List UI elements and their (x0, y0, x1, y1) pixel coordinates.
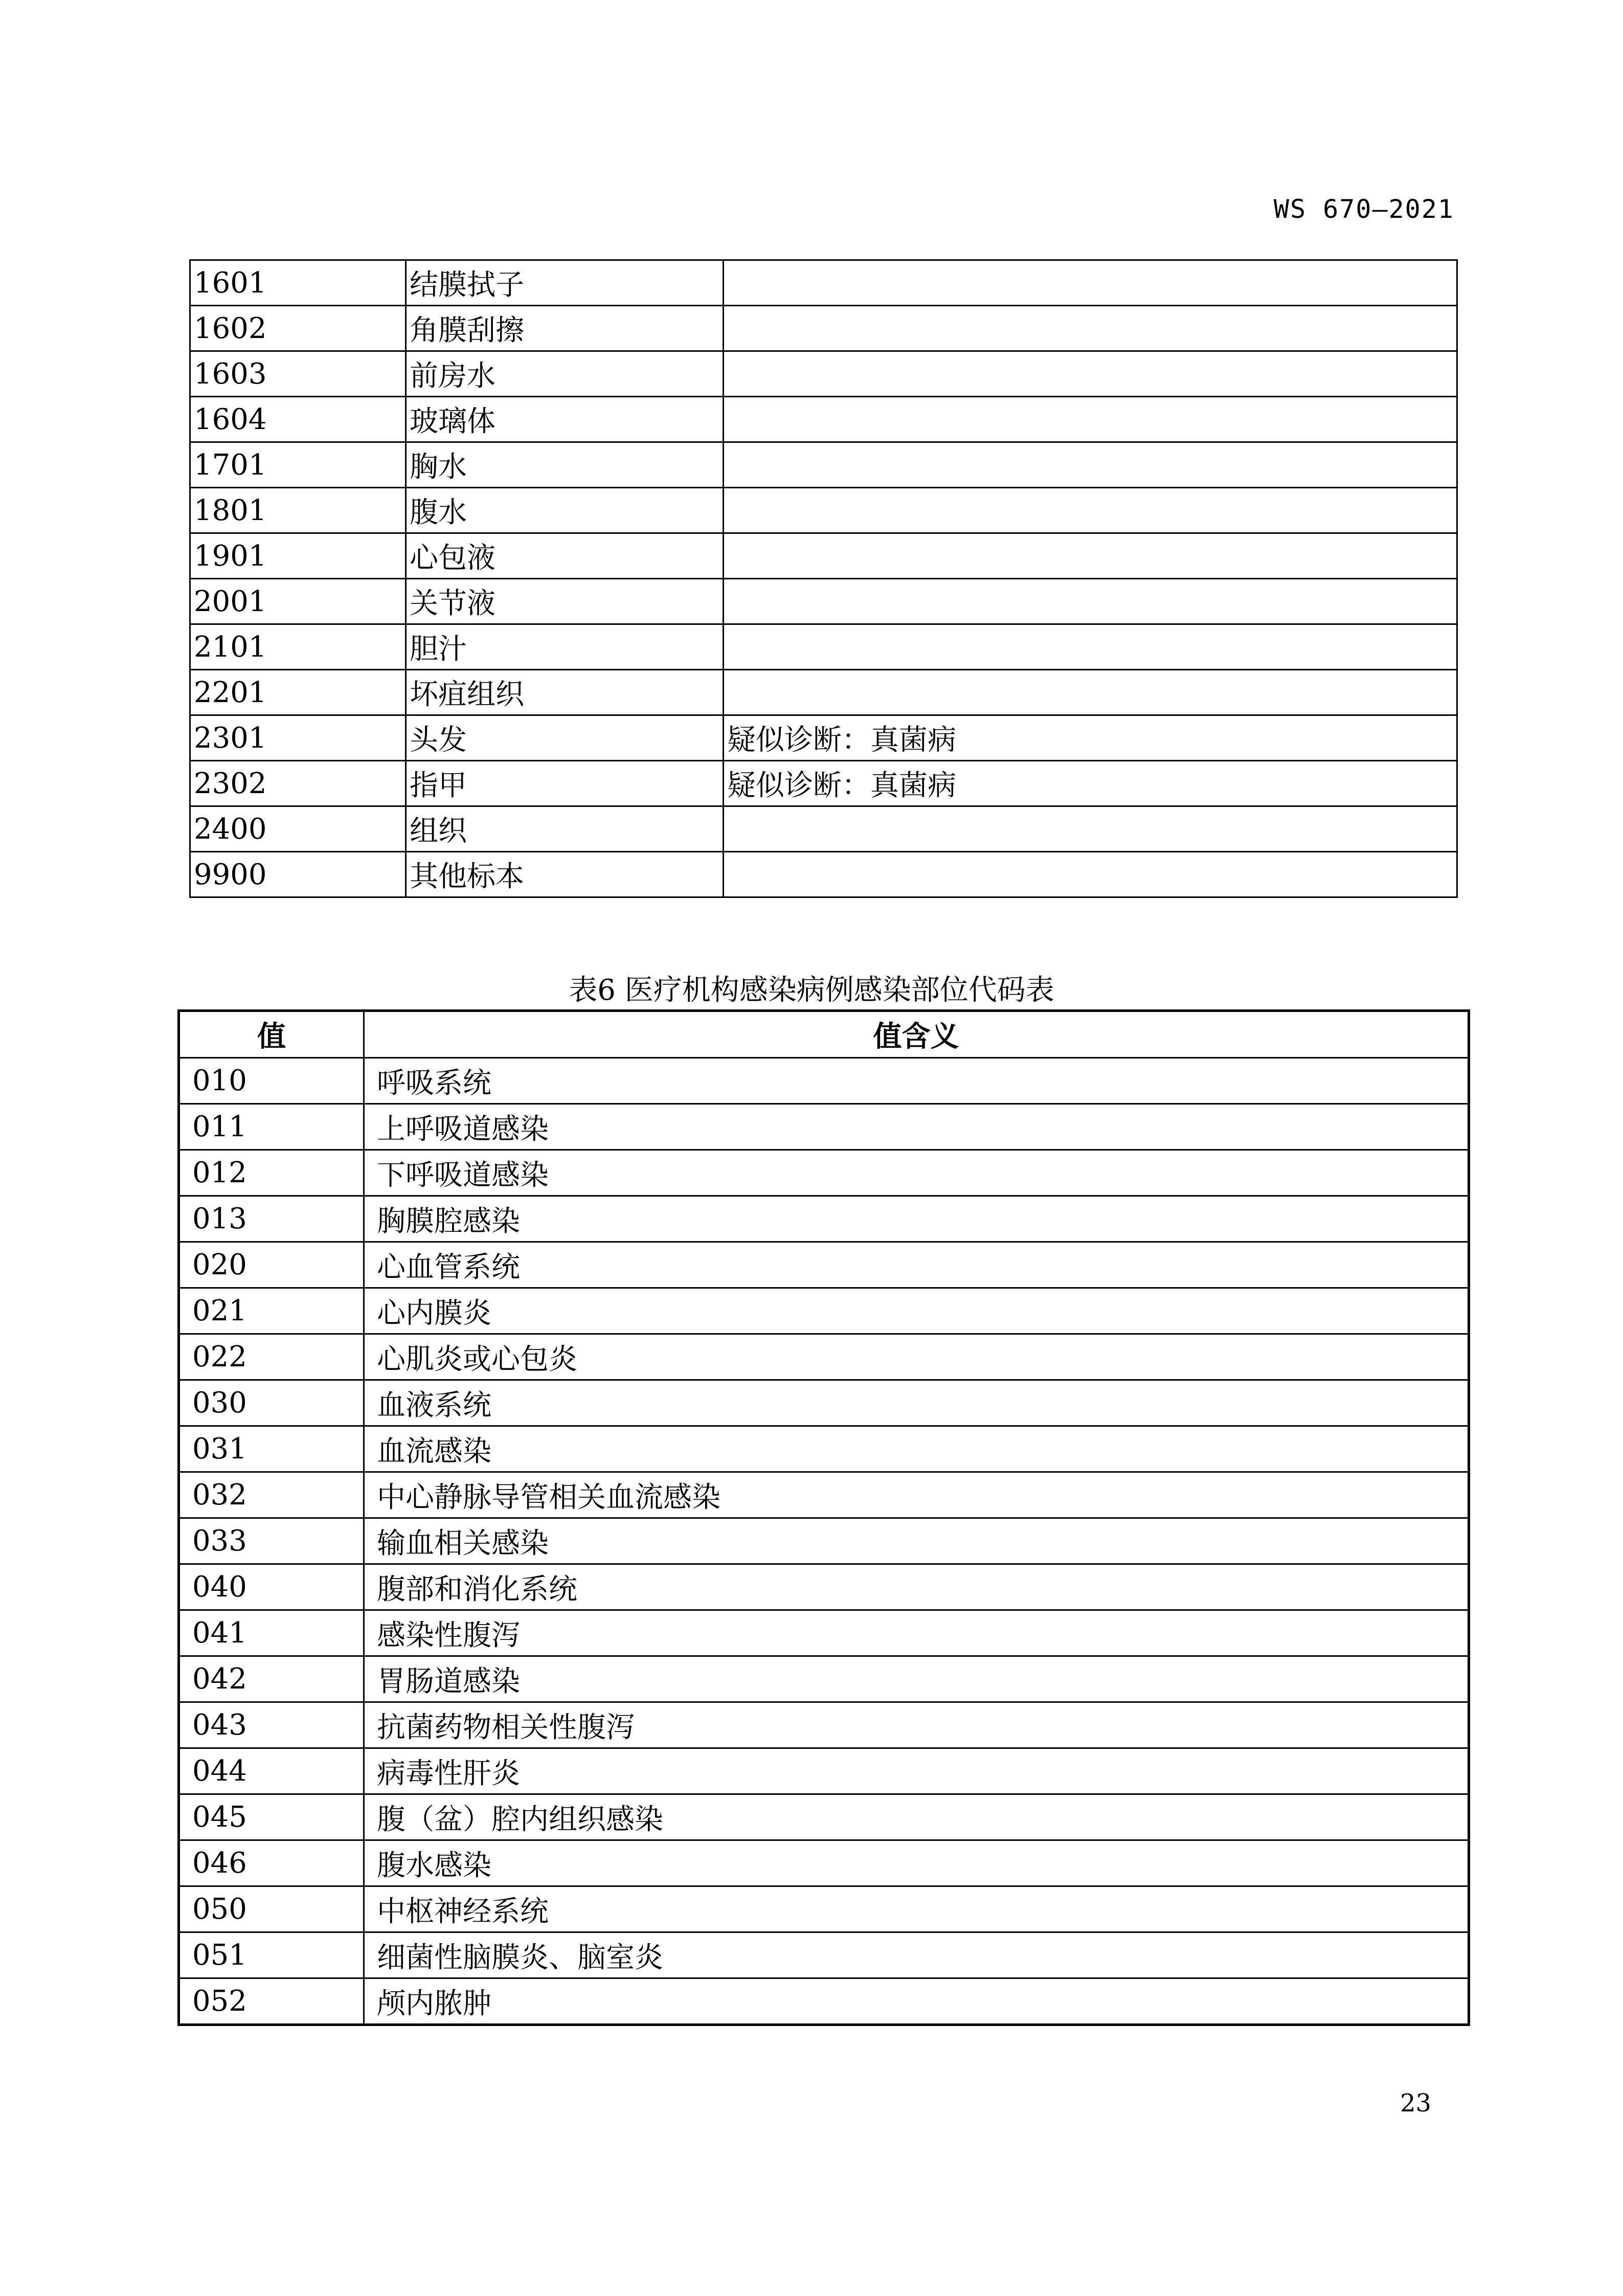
site-code-cell: 043 (179, 1702, 364, 1748)
site-meaning-cell: 中枢神经系统 (364, 1886, 1469, 1932)
specimen-name-cell: 前房水 (406, 351, 724, 397)
site-meaning-cell: 胸膜腔感染 (364, 1196, 1469, 1242)
table-row (190, 715, 1457, 761)
table-row (179, 1564, 1469, 1610)
table-header-row (179, 1011, 1469, 1058)
site-code-cell: 051 (179, 1932, 364, 1978)
table-row (179, 1380, 1469, 1426)
table-row (179, 1104, 1469, 1150)
specimen-code-cell: 2301 (190, 715, 406, 761)
site-meaning-cell: 腹水感染 (364, 1840, 1469, 1886)
specimen-code-cell: 1603 (190, 351, 406, 397)
specimen-code-cell: 2400 (190, 806, 406, 852)
table-row (190, 806, 1457, 852)
site-meaning-cell: 颅内脓肿 (364, 1978, 1469, 2025)
site-meaning-cell: 病毒性肝炎 (364, 1748, 1469, 1794)
table-row (179, 1610, 1469, 1656)
table-row (190, 852, 1457, 897)
site-code-cell: 050 (179, 1886, 364, 1932)
specimen-name-cell: 腹水 (406, 488, 724, 533)
specimen-name-cell: 角膜刮擦 (406, 306, 724, 351)
specimen-code-cell: 2101 (190, 624, 406, 670)
site-code-cell: 040 (179, 1564, 364, 1610)
table-row (190, 306, 1457, 351)
specimen-name-cell: 结膜拭子 (406, 260, 724, 306)
table-row (179, 1794, 1469, 1840)
specimen-code-cell: 2001 (190, 579, 406, 624)
specimen-code-cell: 1602 (190, 306, 406, 351)
table-row (179, 1932, 1469, 1978)
remark-cell: 疑似诊断：真菌病 (724, 761, 1457, 806)
specimen-name-cell: 胸水 (406, 442, 724, 488)
table-row (190, 260, 1457, 306)
site-code-cell: 020 (179, 1242, 364, 1288)
site-meaning-cell: 血液系统 (364, 1380, 1469, 1426)
table-row (190, 624, 1457, 670)
table-row (179, 1702, 1469, 1748)
table-row (179, 1288, 1469, 1334)
table-row (179, 1656, 1469, 1702)
site-meaning-cell: 呼吸系统 (364, 1058, 1469, 1104)
site-meaning-cell: 抗菌药物相关性腹泻 (364, 1702, 1469, 1748)
table-row (179, 1472, 1469, 1518)
remark-cell (724, 397, 1457, 442)
site-code-cell: 030 (179, 1380, 364, 1426)
site-meaning-cell: 心内膜炎 (364, 1288, 1469, 1334)
specimen-code-cell: 2302 (190, 761, 406, 806)
table-row (179, 1334, 1469, 1380)
table-row (179, 1150, 1469, 1196)
site-code-cell: 041 (179, 1610, 364, 1656)
site-code-cell: 013 (179, 1196, 364, 1242)
specimen-code-cell: 9900 (190, 852, 406, 897)
specimen-name-cell: 关节液 (406, 579, 724, 624)
site-meaning-cell: 下呼吸道感染 (364, 1150, 1469, 1196)
remark-cell (724, 670, 1457, 715)
infection-site-code-table (177, 1009, 1470, 2026)
site-code-cell: 042 (179, 1656, 364, 1702)
site-meaning-cell: 胃肠道感染 (364, 1656, 1469, 1702)
site-meaning-cell: 输血相关感染 (364, 1518, 1469, 1564)
specimen-code-table-continued (189, 259, 1458, 898)
table-row (179, 1748, 1469, 1794)
specimen-code-table-body (190, 260, 1457, 897)
table-row (179, 1242, 1469, 1288)
site-code-cell: 031 (179, 1426, 364, 1472)
site-code-cell: 012 (179, 1150, 364, 1196)
table-row (179, 1886, 1469, 1932)
column-header-meaning: 值含义 (364, 1011, 1469, 1058)
specimen-name-cell: 其他标本 (406, 852, 724, 897)
specimen-code-cell: 1801 (190, 488, 406, 533)
site-code-cell: 044 (179, 1748, 364, 1794)
site-meaning-cell: 上呼吸道感染 (364, 1104, 1469, 1150)
table-row (179, 1518, 1469, 1564)
specimen-name-cell: 组织 (406, 806, 724, 852)
site-meaning-cell: 腹（盆）腔内组织感染 (364, 1794, 1469, 1840)
table-row (179, 1840, 1469, 1886)
remark-cell (724, 260, 1457, 306)
specimen-code-cell: 1901 (190, 533, 406, 579)
remark-cell (724, 488, 1457, 533)
site-code-cell: 021 (179, 1288, 364, 1334)
table-row (179, 1978, 1469, 2025)
table-row (190, 670, 1457, 715)
site-code-cell: 052 (179, 1978, 364, 2025)
specimen-code-cell: 2201 (190, 670, 406, 715)
remark-cell (724, 624, 1457, 670)
table-row (190, 351, 1457, 397)
table-row (179, 1196, 1469, 1242)
site-code-cell: 011 (179, 1104, 364, 1150)
remark-cell (724, 533, 1457, 579)
site-code-cell: 032 (179, 1472, 364, 1518)
site-code-cell: 010 (179, 1058, 364, 1104)
specimen-name-cell: 玻璃体 (406, 397, 724, 442)
specimen-name-cell: 头发 (406, 715, 724, 761)
specimen-name-cell: 心包液 (406, 533, 724, 579)
page-number: 23 (1400, 2089, 1432, 2118)
table-row (179, 1426, 1469, 1472)
site-code-cell: 046 (179, 1840, 364, 1886)
site-code-cell: 022 (179, 1334, 364, 1380)
table-row (190, 761, 1457, 806)
remark-cell (724, 852, 1457, 897)
table-row (190, 533, 1457, 579)
site-meaning-cell: 中心静脉导管相关血流感染 (364, 1472, 1469, 1518)
remark-cell: 疑似诊断：真菌病 (724, 715, 1457, 761)
specimen-code-cell: 1701 (190, 442, 406, 488)
table-row (190, 579, 1457, 624)
specimen-code-cell: 1604 (190, 397, 406, 442)
specimen-name-cell: 指甲 (406, 761, 724, 806)
table6-caption: 表6 医疗机构感染病例感染部位代码表 (569, 974, 1054, 1007)
table-row (179, 1058, 1469, 1104)
site-code-cell: 045 (179, 1794, 364, 1840)
specimen-code-cell: 1601 (190, 260, 406, 306)
remark-cell (724, 351, 1457, 397)
site-meaning-cell: 心血管系统 (364, 1242, 1469, 1288)
infection-site-code-table-body (179, 1058, 1469, 2025)
site-meaning-cell: 血流感染 (364, 1426, 1469, 1472)
site-meaning-cell: 腹部和消化系统 (364, 1564, 1469, 1610)
site-meaning-cell: 感染性腹泻 (364, 1610, 1469, 1656)
site-code-cell: 033 (179, 1518, 364, 1564)
site-meaning-cell: 细菌性脑膜炎、脑室炎 (364, 1932, 1469, 1978)
table-row (190, 442, 1457, 488)
table-row (190, 397, 1457, 442)
column-header-value: 值 (179, 1011, 364, 1058)
specimen-name-cell: 坏疽组织 (406, 670, 724, 715)
remark-cell (724, 806, 1457, 852)
remark-cell (724, 442, 1457, 488)
site-meaning-cell: 心肌炎或心包炎 (364, 1334, 1469, 1380)
remark-cell (724, 306, 1457, 351)
specimen-name-cell: 胆汁 (406, 624, 724, 670)
table-row (190, 488, 1457, 533)
remark-cell (724, 579, 1457, 624)
standard-code: WS 670—2021 (1273, 194, 1454, 224)
